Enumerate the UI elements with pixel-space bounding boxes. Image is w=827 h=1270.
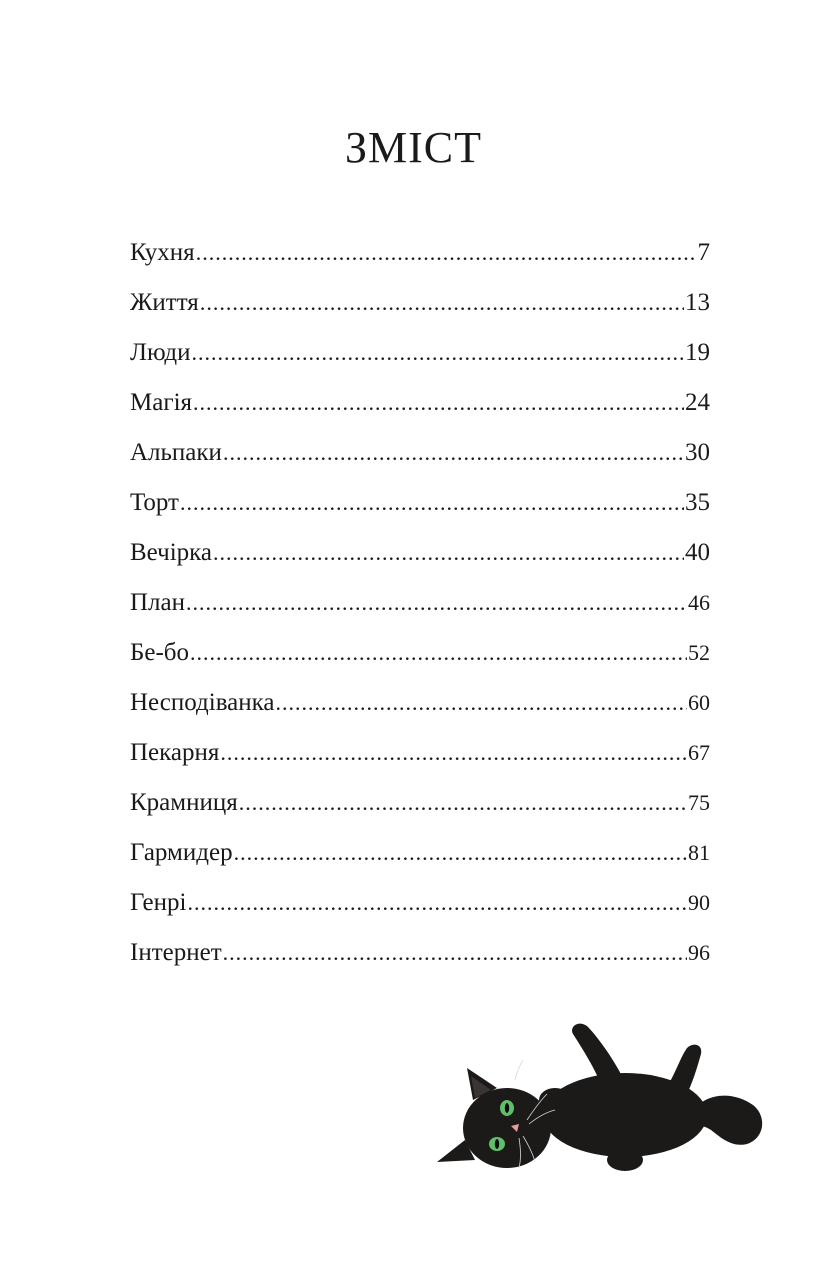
dot-leader: [220, 728, 687, 778]
toc-entry: [130, 678, 710, 728]
toc-entry: [130, 278, 710, 328]
toc-entry-page-number: 81: [688, 840, 710, 865]
dot-leader: [223, 928, 687, 978]
dot-leader: [187, 878, 687, 928]
toc-entry-title: Пекарня: [130, 739, 220, 766]
toc-entry-page-number: 30: [685, 439, 710, 466]
toc-entry: [130, 528, 710, 578]
toc-entry-page-number: 24: [685, 389, 710, 416]
toc-entry: [130, 328, 710, 378]
toc-entry-page-number: 13: [685, 289, 710, 316]
dot-leader: [186, 578, 687, 628]
toc-entry-title: Інтернет: [130, 939, 222, 966]
toc-entry: [130, 778, 710, 828]
cat-lower-paw: [607, 1149, 643, 1171]
toc-entry-title: Магія: [130, 389, 193, 416]
toc-entry-title: План: [130, 589, 186, 616]
cat-front-leg: [572, 1024, 623, 1082]
toc-entry-title: Крамниця: [130, 789, 238, 816]
toc-entry-page-number: 46: [688, 590, 710, 615]
dot-leader: [191, 328, 684, 378]
dot-leader: [223, 428, 684, 478]
toc-entry: [130, 828, 710, 878]
toc-entry: [130, 228, 710, 278]
toc-entry-page-number: 75: [688, 790, 710, 815]
toc-entry: [130, 478, 710, 528]
toc-entry-page-number: 19: [685, 339, 710, 366]
toc-entry-page-number: 40: [685, 539, 710, 566]
toc-entry-title: Люди: [130, 339, 191, 366]
black-cat-illustration: [435, 1020, 775, 1180]
toc-entry-title: Несподіванка: [130, 689, 275, 716]
dot-leader: [190, 628, 687, 678]
toc-entry-title: Генрі: [130, 889, 187, 916]
table-of-contents: [130, 228, 710, 978]
dot-leader: [276, 678, 687, 728]
dot-leader: [196, 228, 697, 278]
toc-entry-title: Альпаки: [130, 439, 222, 466]
toc-entry: [130, 878, 710, 928]
toc-entry-page-number: 52: [688, 640, 710, 665]
dot-leader: [180, 478, 684, 528]
dot-leader: [213, 528, 684, 578]
page-title: ЗМІСТ: [344, 123, 483, 172]
dot-leader: [193, 378, 684, 428]
cat-hind-leg: [665, 1045, 701, 1098]
toc-entry-title: Бе-бо: [130, 639, 189, 666]
toc-entry: [130, 728, 710, 778]
toc-entry: [130, 378, 710, 428]
toc-entry: [130, 628, 710, 678]
toc-entry-page-number: 7: [697, 239, 710, 266]
dot-leader: [239, 778, 687, 828]
toc-entry-title: Кухня: [130, 239, 195, 266]
toc-entry: [130, 428, 710, 478]
toc-entry: [130, 578, 710, 628]
toc-entry-page-number: 35: [685, 489, 710, 516]
toc-entry-page-number: 96: [688, 940, 710, 965]
toc-entry: [130, 928, 710, 978]
toc-entry-title: Торт: [130, 489, 179, 516]
toc-entry-title: Гармидер: [130, 839, 233, 866]
toc-entry-title: Вечірка: [130, 539, 213, 566]
toc-entry-title: Життя: [130, 289, 199, 316]
dot-leader: [234, 828, 687, 878]
toc-entry-page-number: 60: [688, 690, 710, 715]
toc-entry-page-number: 67: [688, 740, 710, 765]
dot-leader: [200, 278, 684, 328]
toc-entry-page-number: 90: [688, 890, 710, 915]
